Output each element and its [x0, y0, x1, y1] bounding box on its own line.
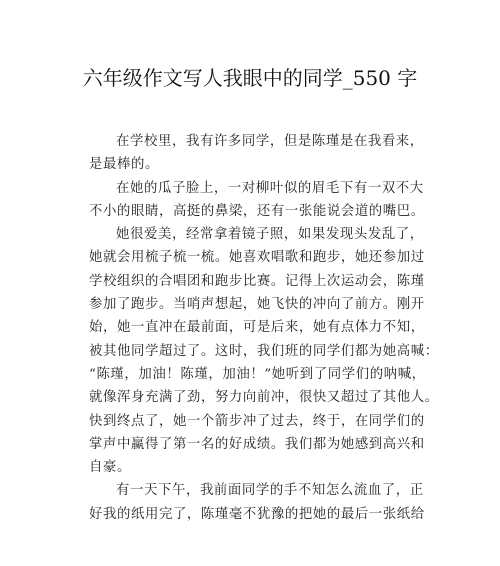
document-body [89, 130, 439, 526]
document-title: 六年级作文写人我眼中的同学_550 字 [82, 66, 418, 90]
text-line: 好我的纸用完了，陈瑾毫不犹豫的把她的最后一张纸给 [89, 506, 425, 522]
text-line: 不小的眼睛，高挺的鼻梁，还有一张能说会道的嘴巴。 [89, 203, 425, 219]
text-line: 快到终点了，她一个箭步冲了过去，终于，在同学们的 [89, 413, 425, 429]
text-line: 是最棒的。 [89, 157, 159, 173]
text-line: 就像浑身充满了劲，努力向前冲，很快又超过了其他人。 [89, 390, 439, 406]
text-line: 她就会用梳子梳一梳。她喜欢唱歌和跑步，她还参加过 [89, 250, 425, 266]
text-line: 有一天下午，我前面同学的手不知怎么流血了，正 [116, 483, 424, 499]
paragraph-3 [89, 223, 439, 479]
text-line: 始，她一直冲在最前面，可是后来，她有点体力不知， [89, 320, 425, 336]
text-line: 学校组织的合唱团和跑步比赛。记得上次运动会，陈瑾 [89, 273, 425, 289]
text-line: 在学校里，我有许多同学，但是陈瑾是在我看来， [116, 134, 424, 149]
text-line: “陈瑾，加油！陈瑾，加油！”她听到了同学们的呐喊， [89, 366, 426, 382]
text-line: 参加了跑步。当哨声想起，她飞快的冲向了前方。刚开 [89, 297, 425, 313]
paragraph-4 [89, 479, 429, 526]
text-line: 被其他同学超过了。这时，我们班的同学们都为她高喊： [89, 343, 439, 359]
paragraph-2 [89, 177, 429, 224]
paragraph-1 [89, 130, 429, 177]
text-line: 自豪。 [89, 460, 131, 476]
text-line: 在她的瓜子脸上，一对柳叶似的眉毛下有一双不大 [116, 180, 424, 196]
text-line: 掌声中赢得了第一名的好成绩。我们都为她感到高兴和 [89, 436, 425, 452]
text-line: 她很爱美，经常拿着镜子照，如果发现头发乱了， [116, 227, 424, 243]
